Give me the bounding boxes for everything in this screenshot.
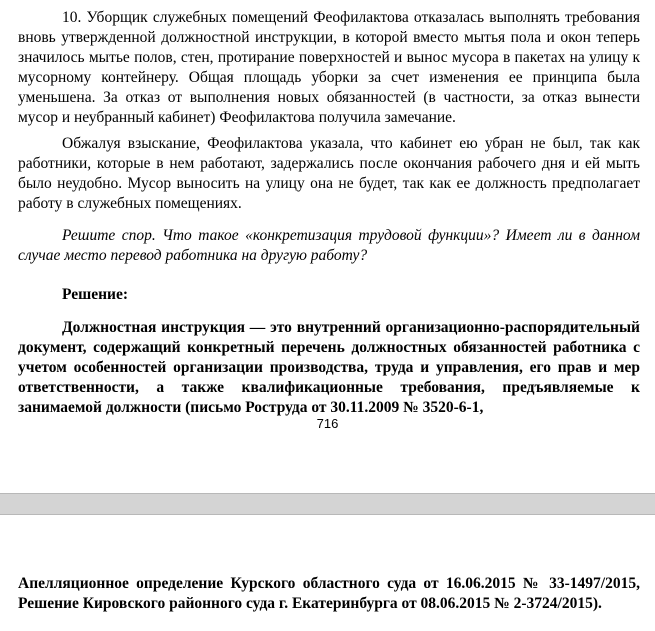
continuation-paragraph: Апелляционное определение Курского областного суда от 16.06.2015 № 33-1497/2015, Решение Кировского районного суда г. Екатеринбурга от 08.06.2015 № 2-3724/2015). (18, 575, 640, 612)
question-paragraph: Решите спор. Что такое «конкретизация трудовой функции»? Имеет ли в данном случае место перевод работника на другую работу? (18, 227, 640, 264)
solution-heading: Решение: (62, 286, 129, 303)
appeal-paragraph: Обжалуя взыскание, Феофилактова указала, что кабинет ею убран не был, так как работники, которые в нем работают, задержались после окончания рабочего дня и ей мыть было неудобно. Мусор выносить на улицу она не будет, так как ее должность предполагает работу в служебных помещениях. (18, 135, 640, 212)
solution-paragraph: Должностная инструкция — это внутренний организационно-распорядительный документ, содержащий конкретный перечень должностных обязанностей работника с учетом особенностей организации производства, труда и управления, его прав и мер ответственности, а также квалификационные требования, предъявляемые к занимаемой должности (письмо Роструда от 30.11.2009 № 3520-6-1, (18, 319, 640, 416)
page-break-band (0, 493, 655, 515)
page-number: 716 (316, 416, 339, 431)
case-paragraph: 10. Уборщик служебных помещений Феофилактова отказалась выполнять требования вновь утвержденной должностной инструкции, в которой вместо мытья пола и окон теперь значилось мытье полов, стен, протирание поверхностей и вынос мусора в пакетах на улицу к мусорному контейнеру. Общая площадь уборки за счет изменения ее принципа была уменьшена. За отказ от выполнения новых обязанностей (в частности, за отказ вынести мусор и неубранный кабинет) Феофилактова получила замечание. (18, 9, 640, 126)
